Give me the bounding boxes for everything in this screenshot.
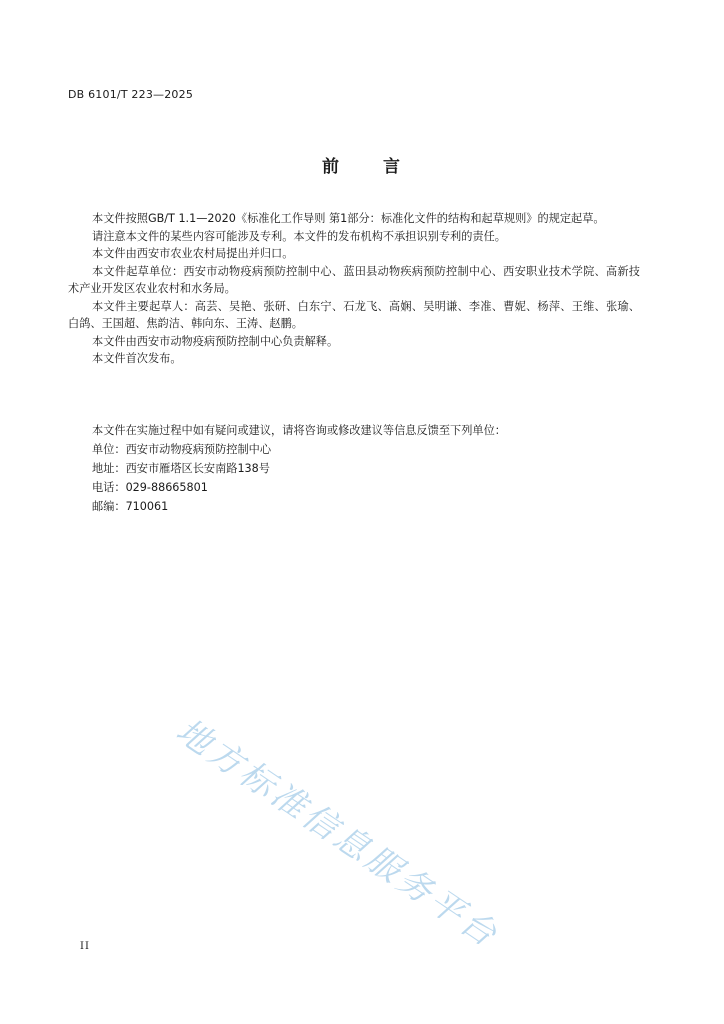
watermark: 地方标准信息服务平台	[168, 710, 507, 957]
feedback-address: 地址：西安市雁塔区长安南路138号	[92, 462, 270, 475]
page-title	[0, 152, 724, 177]
paragraph-drafting-units: 本文件起草单位：西安市动物疫病预防控制中心、蓝田县动物疾病预防控制中心、西安职业技术学院、高新技术产业开发区农业农村和水务局。	[68, 264, 640, 295]
feedback-unit: 单位：西安市动物疫病预防控制中心	[92, 443, 272, 456]
page-number: II	[80, 941, 90, 952]
feedback-phone: 电话：029-88665801	[92, 481, 208, 494]
paragraph-proposer: 本文件由西安市农业农村局提出并归口。	[92, 247, 294, 260]
paragraph-first-release: 本文件首次发布。	[92, 352, 182, 365]
feedback-intro: 本文件在实施过程中如有疑问或建议，请将咨询或修改建议等信息反馈至下列单位：	[92, 424, 506, 437]
paragraph-drafting-basis: 本文件按照GB/T 1.1—2020《标准化工作导则 第1部分：标准化文件的结构和起草规则》的规定起草。	[92, 212, 605, 225]
paragraph-patent-notice: 请注意本文件的某些内容可能涉及专利。本文件的发布机构不承担识别专利的责任。	[92, 229, 506, 243]
feedback-postcode: 邮编：710061	[92, 500, 169, 513]
foreword-body	[68, 210, 640, 368]
title-char-2: 言	[383, 157, 402, 177]
paragraph-interpretation: 本文件由西安市动物疫病预防控制中心负责解释。	[92, 334, 339, 348]
paragraph-drafters: 本文件主要起草人：高芸、吴艳、张研、白东宁、石龙飞、高娴、吴明谦、李准、曹妮、杨萍、王维、张瑜、白鸽、王国超、焦韵洁、韩向东、王涛、赵鹏。	[68, 299, 640, 330]
document-code: DB 6101/T 223—2025	[68, 88, 194, 101]
feedback-contact-block	[92, 421, 506, 516]
title-char-1: 前	[322, 157, 341, 177]
